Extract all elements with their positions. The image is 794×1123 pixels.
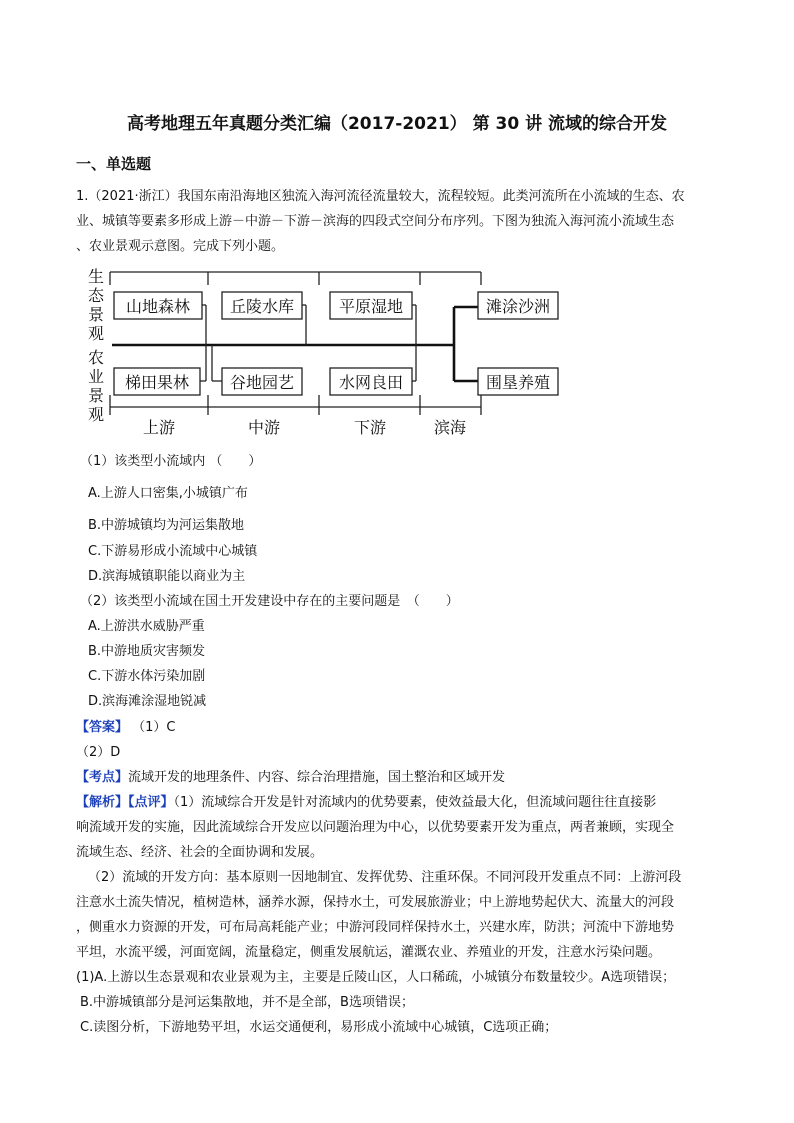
option-1a: A.上游人口密集,小城镇广布 bbox=[88, 486, 248, 501]
analysis-label: 【解析】【点评】 bbox=[76, 795, 174, 810]
analysis-line: 注意水土流失情况，植树造林，涵养水源，保持水土，可发展旅游业；中上游地势起伏大、流量大的河段 bbox=[76, 895, 675, 910]
analysis-line: （2）流域的开发方向：基本原则一因地制宜、发挥优势、注重环保。不同河段开发重点不同：上游河段 bbox=[88, 870, 682, 885]
option-1d: D.滨海城镇职能以商业为主 bbox=[88, 569, 246, 584]
agri-label-char: 景 bbox=[87, 386, 105, 405]
sub-question-1-stem: （1）该类型小流域内 （ ） bbox=[80, 454, 262, 469]
option-2a: A.上游洪水威胁严重 bbox=[88, 619, 205, 634]
ecology-label-char: 态 bbox=[87, 286, 105, 305]
kaodian-text: 流域开发的地理条件、内容、综合治理措施，国土整治和区域开发 bbox=[128, 770, 506, 785]
detail-line: (1)A.上游以生态景观和农业景观为主，主要是丘陵山区，人口稀疏，小城镇分布数量较少。A选项错误； bbox=[76, 970, 676, 985]
question-intro-line: 1.（2021·浙江）我国东南沿海地区独流入海河流径流量较大，流程较短。此类河流所在小流域的生态、农 bbox=[76, 189, 685, 204]
option-2c: C.下游水体污染加剧 bbox=[88, 669, 206, 684]
ecology-label-char: 观 bbox=[87, 324, 105, 343]
landscape-box-mountain-forest: 山地森林 bbox=[125, 297, 191, 316]
analysis-line-1 bbox=[76, 791, 656, 810]
analysis-line: ，侧重水力资源的开发，可布局高耗能产业；中游河段同样保持水土，兴建水库，防洪；河流中下游地势 bbox=[76, 920, 675, 935]
question-intro-line: 业、城镇等要素多形成上游－中游－下游－滨海的四段式空间分布序列。下图为独流入海河流小流域生态 bbox=[76, 214, 675, 229]
segment-upstream: 上游 bbox=[142, 418, 176, 437]
analysis-line: 流域生态、经济、社会的全面协调和发展。 bbox=[76, 845, 324, 860]
kaodian-line bbox=[76, 766, 505, 785]
analysis-line: 平坦，水流平缓，河面宽阔，流量稳定，侧重发展航运，灌溉农业、养殖业的开发，注意水污染问题。 bbox=[76, 945, 662, 960]
section-heading: 一、单选题 bbox=[76, 155, 152, 173]
option-1b: B.中游城镇均为河运集散地 bbox=[88, 518, 245, 533]
answer-label: 【答案】 bbox=[76, 720, 129, 735]
answer-value-1: （1）C bbox=[132, 720, 176, 735]
page-title: 高考地理五年真题分类汇编（2017-2021） 第 30 讲 流域的综合开发 bbox=[126, 114, 667, 134]
analysis-text: （1）流域综合开发是针对流域内的优势要素，使效益最大化，但流域问题往往直接影 bbox=[173, 795, 657, 810]
analysis-line: 响流域开发的实施，因此流域综合开发应以问题治理为中心，以优势要素开发为重点，两者兼顾，实现全 bbox=[76, 820, 675, 835]
segment-coastal: 滨海 bbox=[433, 418, 467, 437]
segment-downstream: 下游 bbox=[353, 418, 387, 437]
kaodian-label: 【考点】 bbox=[76, 770, 129, 785]
detail-line: C.读图分析，下游地势平坦，水运交通便利，易形成小流域中心城镇，C选项正确； bbox=[80, 1020, 558, 1035]
sub-question-2-stem: （2）该类型小流域在国土开发建设中存在的主要问题是 （ ） bbox=[80, 594, 459, 609]
option-1c: C.下游易形成小流域中心城镇 bbox=[88, 544, 258, 559]
ecology-label-char: 生 bbox=[87, 267, 105, 286]
agri-label-char: 观 bbox=[87, 405, 105, 424]
landscape-box-hill-reservoir: 丘陵水库 bbox=[229, 297, 295, 316]
ecology-label-char: 景 bbox=[87, 305, 105, 324]
landscape-box-plain-wetland: 平原湿地 bbox=[338, 297, 404, 316]
question-intro-line: 、农业景观示意图。完成下列小题。 bbox=[76, 239, 285, 254]
segment-midstream: 中游 bbox=[247, 418, 281, 437]
answer-line-1 bbox=[76, 716, 176, 735]
landscape-box-water-farmland: 水网良田 bbox=[338, 373, 404, 392]
landscape-box-reclamation-aquaculture: 围垦养殖 bbox=[485, 373, 551, 392]
agri-label-char: 业 bbox=[87, 367, 105, 386]
detail-line: B.中游城镇部分是河运集散地，并不是全部，B选项错误； bbox=[80, 995, 414, 1010]
agri-label-char: 农 bbox=[87, 348, 105, 367]
landscape-box-tidal-flat: 滩涂沙洲 bbox=[485, 297, 551, 316]
watershed-landscape-diagram bbox=[76, 263, 551, 443]
landscape-box-valley-horticulture: 谷地园艺 bbox=[229, 373, 295, 392]
landscape-box-terrace-orchard: 梯田果林 bbox=[124, 373, 190, 392]
option-2d: D.滨海滩涂湿地锐减 bbox=[88, 694, 207, 709]
answer-value-2: （2）D bbox=[76, 745, 121, 760]
option-2b: B.中游地质灾害频发 bbox=[88, 644, 206, 659]
